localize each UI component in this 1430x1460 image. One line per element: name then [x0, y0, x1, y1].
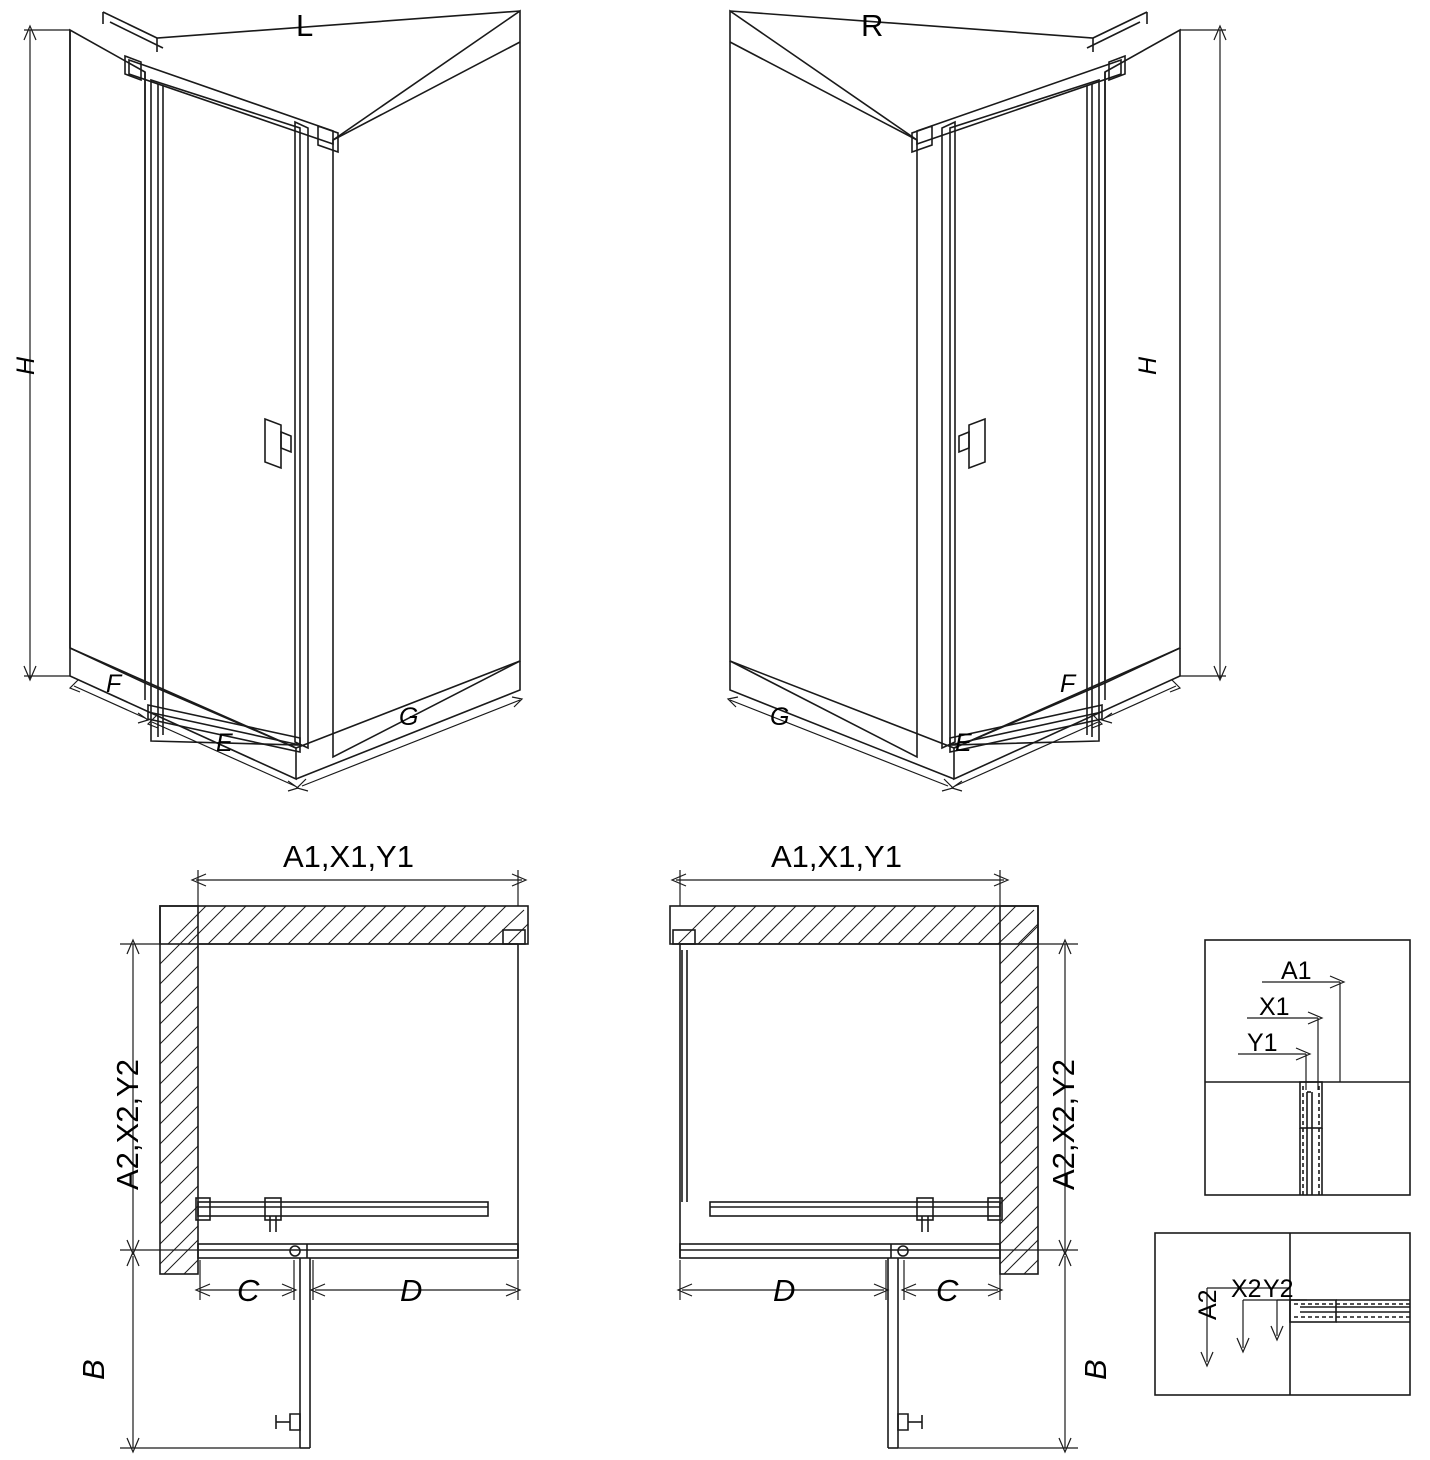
plan-right-view — [670, 906, 1038, 1448]
iso-right-door-label: E — [955, 729, 972, 757]
iso-left-enclosure — [70, 8, 520, 779]
plan-left-view — [160, 906, 528, 1448]
iso-right-height-label: H — [1134, 356, 1162, 375]
iso-left-fixed-label: G — [399, 703, 419, 731]
iso-right-enclosure — [730, 8, 1180, 779]
plan-right-top-dimension-label: A1,X1,Y1 — [771, 839, 902, 874]
plan-left-inner-left-label: C — [237, 1273, 260, 1308]
detail-top-x1-label: X1 — [1259, 993, 1290, 1021]
detail-bottom-a2-label: A2 — [1194, 1289, 1222, 1320]
iso-right-fixed-label: G — [770, 703, 790, 731]
title-left: L — [296, 8, 314, 43]
iso-right-side-label: F — [1060, 670, 1076, 698]
detail-bottom-y2-label: Y2 — [1263, 1275, 1294, 1303]
iso-left-door-label: E — [216, 729, 233, 757]
plan-right-top-dimension — [672, 870, 1008, 906]
iso-left-side-label: F — [106, 670, 122, 698]
plan-right-side-dimension-label: A2,X2,Y2 — [1046, 1059, 1081, 1190]
plan-right-bottom-dimension — [898, 1252, 1078, 1452]
plan-right-bottom-dimension-label: B — [1078, 1359, 1113, 1380]
plan-left-top-dimension-label: A1,X1,Y1 — [283, 839, 414, 874]
detail-bottom-x2-label: X2 — [1231, 1275, 1262, 1303]
plan-left-top-dimension — [192, 870, 526, 906]
plan-left-bottom-dimension-label: B — [76, 1359, 111, 1380]
iso-right-height-dimension — [1180, 26, 1226, 680]
plan-left-inner-right-label: D — [400, 1273, 423, 1308]
plan-right-inner-left-label: D — [773, 1273, 796, 1308]
iso-left-height-dimension — [24, 26, 70, 680]
detail-top-a1-label: A1 — [1281, 957, 1312, 985]
plan-left-side-dimension-label: A2,X2,Y2 — [110, 1059, 145, 1190]
title-right: R — [861, 8, 884, 43]
plan-right-inner-right-label: C — [936, 1273, 959, 1308]
plan-left-bottom-dimension — [120, 1252, 300, 1452]
detail-top-y1-label: Y1 — [1247, 1029, 1278, 1057]
iso-left-height-label: H — [12, 356, 40, 375]
